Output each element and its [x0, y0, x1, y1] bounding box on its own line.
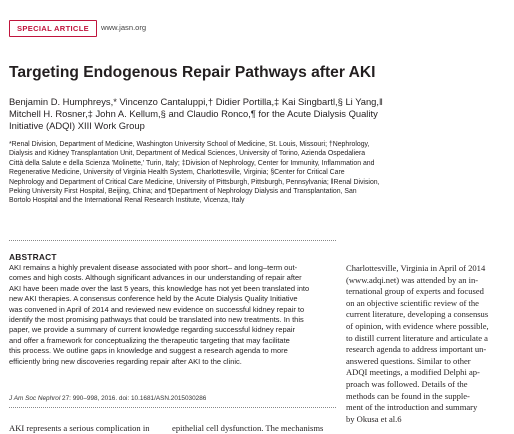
affiliation-line: Dialysis and Kidney Transplantation Unit, Department of Medical Sciences, University of Torino, Azienda Ospedaliera: [9, 150, 366, 158]
abstract-bottom-divider: [9, 407, 336, 408]
abstract-line: paper, we provide a summary of current knowledge regarding successful kidney repair: [9, 325, 295, 335]
affiliation-line: Bortolo Hospital and the International Renal Research Institute, Vicenza, Italy: [9, 197, 245, 205]
journal-website-link[interactable]: www.jasn.org: [101, 23, 147, 32]
citation-details: 27: 990–998, 2016. doi: 10.1681/ASN.2015030286: [60, 395, 207, 402]
author-line: Initiative (ADQI) XIII Work Group: [9, 120, 145, 132]
body-line: proach was followed. Details of the: [346, 378, 468, 389]
citation-journal: J Am Soc Nephrol: [9, 395, 61, 402]
affiliation-line: Città della Salute e della Scienza 'Molinette,' Turin, Italy; ‡Division of Nephrology, Center for Immunity, Inflammation and: [9, 159, 375, 167]
right-column-text: [346, 263, 506, 425]
body-text-middle-start: epithelial cell dysfunction. The mechanisms: [172, 423, 324, 433]
body-line: ADQI meetings, a modified Delphi ap-: [346, 367, 480, 378]
abstract-line: and offer a framework for conceptualizing the therapeutic targeting that may facilitate: [9, 335, 290, 345]
abstract-line: AKI remains a highly prevalent disease associated with poor short– and long–term out-: [9, 263, 298, 272]
abstract-top-divider: [9, 240, 336, 241]
abstract-line: AKI have been made over the last 5 years, this knowledge has not yet been translated into: [9, 283, 310, 293]
citation-line: [9, 394, 206, 403]
affiliation-line: *Renal Division, Department of Medicine, Washington University School of Medicine, St. Louis, Missouri; †Nephrology,: [9, 141, 370, 148]
author-line: Mitchell H. Rosner,‡ John A. Kellum,§ and Claudio Ronco,¶ for the Acute Dialysis Quality: [9, 108, 378, 120]
abstract-line: comes and high costs. Although significant advances in our understanding of repair after: [9, 273, 302, 283]
affiliations: [9, 140, 507, 206]
body-line: ternational group of experts and focused: [346, 286, 484, 297]
body-line: methods can be found in the supple-: [346, 390, 470, 401]
abstract-line: was convened in April of 2014 and reviewed new evidence on successful kidney repair to: [9, 304, 305, 314]
body-text-left-start: AKI represents a serious complication in: [9, 423, 150, 433]
abstract-line: new AKI therapies. A consensus conference held by the Acute Dialysis Quality Initiative: [9, 294, 298, 304]
body-line: of opinion, with evidence where possible,: [346, 320, 489, 331]
affiliation-line: Peking University First Hospital, Beijing, China; and ¶Department of Nephrology Dialysis and Transplantation, San: [9, 188, 357, 196]
body-line: answered questions. Similar to other: [346, 355, 471, 366]
affiliation-line: Nephrology and Department of Critical Care Medicine, University of Pittsburgh, Pittsburgh, Pennsylvania; ‖Renal Division,: [9, 178, 380, 186]
body-line: Charlottesville, Virginia in April of 2014: [346, 263, 486, 273]
affiliation-line: Regenerative Medicine, University of Virginia Health System, Charlottesville, Virginia; §Center for Critical Care: [9, 169, 345, 177]
abstract-body: [9, 263, 339, 367]
author-list: [9, 96, 499, 133]
body-line: (www.adqi.net) was attended by an in-: [346, 274, 479, 285]
article-title: Targeting Endogenous Repair Pathways after AKI: [9, 64, 376, 81]
article-type-badge: SPECIAL ARTICLE: [9, 20, 97, 37]
body-line: current literature, developing a consensus: [346, 309, 489, 320]
body-line: to distill current literature and articulate a: [346, 332, 488, 343]
author-line: Benjamin D. Humphreys,* Vincenzo Cantaluppi,† Didier Portilla,‡ Kai Singbartl,§ Li Yang,‖: [9, 96, 383, 107]
body-line: on an objective scientific review of the: [346, 297, 479, 308]
body-line: research agenda to address important un-: [346, 344, 487, 355]
abstract-heading: ABSTRACT: [9, 252, 57, 262]
abstract-line: this process. We outline gaps in knowledge and suggest a research agenda to more: [9, 346, 288, 356]
body-line: ment of the introduction and summary: [346, 402, 478, 413]
abstract-line: efficiently bring new discoveries regarding repair after AKI to the clinic.: [9, 356, 242, 366]
abstract-line: identify the most promising pathways that could be translated into new treatments. In this: [9, 315, 304, 325]
body-line: by Okusa et al.6: [346, 413, 402, 424]
